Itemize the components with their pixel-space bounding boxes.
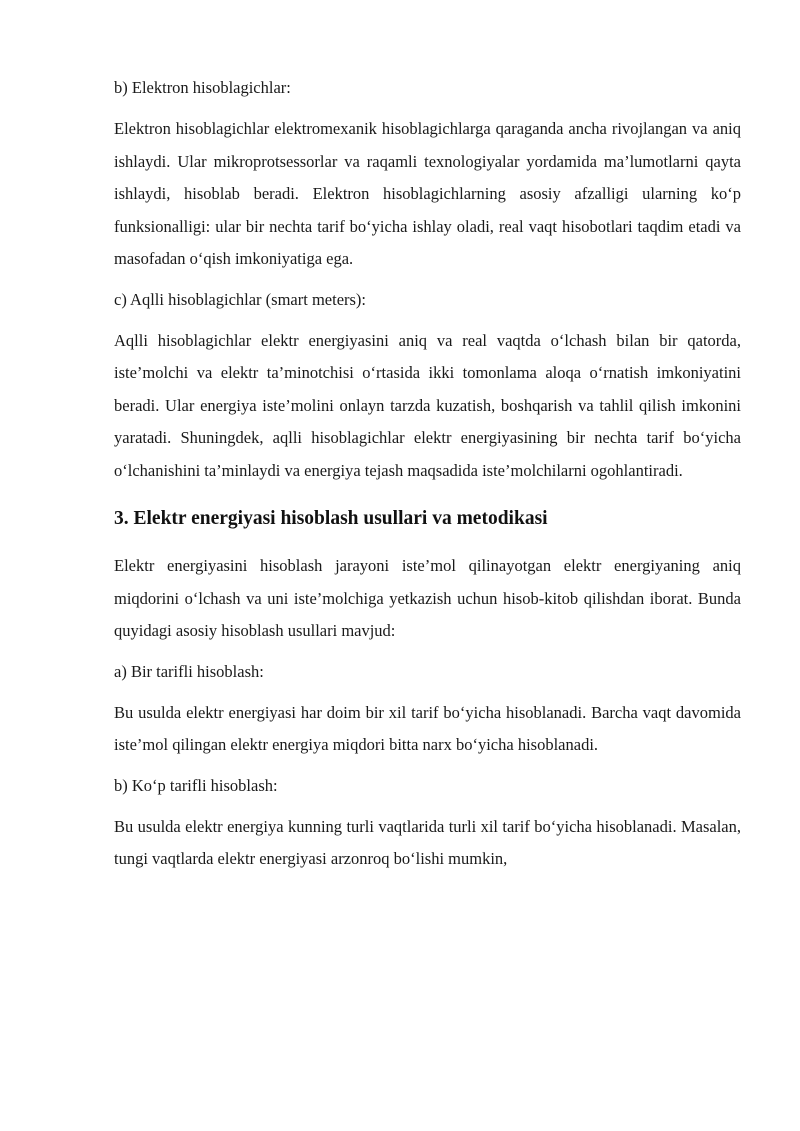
paragraph-single-tariff: Bu usulda elektr energiyasi har doim bir xil tarif bo‘yicha hisoblanadi. Barcha vaqt davomida iste’mol qilingan elektr energiya miqdori bitta narx bo‘yicha hisoblanadi. xyxy=(114,702,741,754)
page-content xyxy=(114,75,741,887)
subheading-electronic-meters: b) Elektron hisoblagichlar: xyxy=(114,78,291,97)
section-heading-3: 3. Elektr energiyasi hisoblash usullari va metodikasi xyxy=(114,508,548,529)
subheading-multi-tariff: b) Ko‘p tarifli hisoblash: xyxy=(114,775,278,795)
subheading-smart-meters: c) Aqlli hisoblagichlar (smart meters): xyxy=(114,289,367,309)
paragraph-calculation-intro: Elektr energiyasini hisoblash jarayoni iste’mol qilinayotgan elektr energiyaning aniq miqdorini o‘lchash va uni iste’molchiga yetkazish uchun hisob-kitob qilishdan iborat. Bunda quyidagi asosiy hisoblash usullari mavjud: xyxy=(114,556,741,640)
paragraph-multi-tariff: Bu usulda elektr energiya kunning turli vaqtlarida turli xil tarif bo‘yicha hisoblanadi. Masalan, tungi vaqtlarda elektr energiyasi arzonroq bo‘lishi mumkin, xyxy=(114,816,741,868)
paragraph-electronic-meters: Elektron hisoblagichlar elektromexanik hisoblagichlarga qaraganda ancha rivojlangan va aniq ishlaydi. Ular mikroprotsessorlar va raqamli texnologiyalar yordamida ma’lumotlarni qayta ishlaydi, hisoblab beradi. Elektron hisoblagichlarning asosiy afzalligi ularning ko‘p funksionalligi: ular bir nechta tarif bo‘yicha ishlay oladi, real vaqt hisobotlari taqdim etadi va masofadan o‘qish imkoniyatiga ega. xyxy=(114,119,741,268)
paragraph-smart-meters: Aqlli hisoblagichlar elektr energiyasini aniq va real vaqtda o‘lchash bilan bir qatorda, iste’molchi va elektr ta’minotchisi o‘rtasida ikki tomonlama aloqa o‘rnatish imkoniyatini beradi. Ular energiya iste’molini onlayn tarzda kuzatish, boshqarish va tahlil qilish imkonini yaratadi. Shuningdek, aqlli hisoblagichlar elektr energiyasining bir nechta tarif bo‘yicha o‘lchanishini ta’minlaydi va energiya tejash maqsadida iste’molchilarni ogohlantiradi. xyxy=(114,330,741,480)
subheading-single-tariff: a) Bir tarifli hisoblash: xyxy=(114,661,264,681)
